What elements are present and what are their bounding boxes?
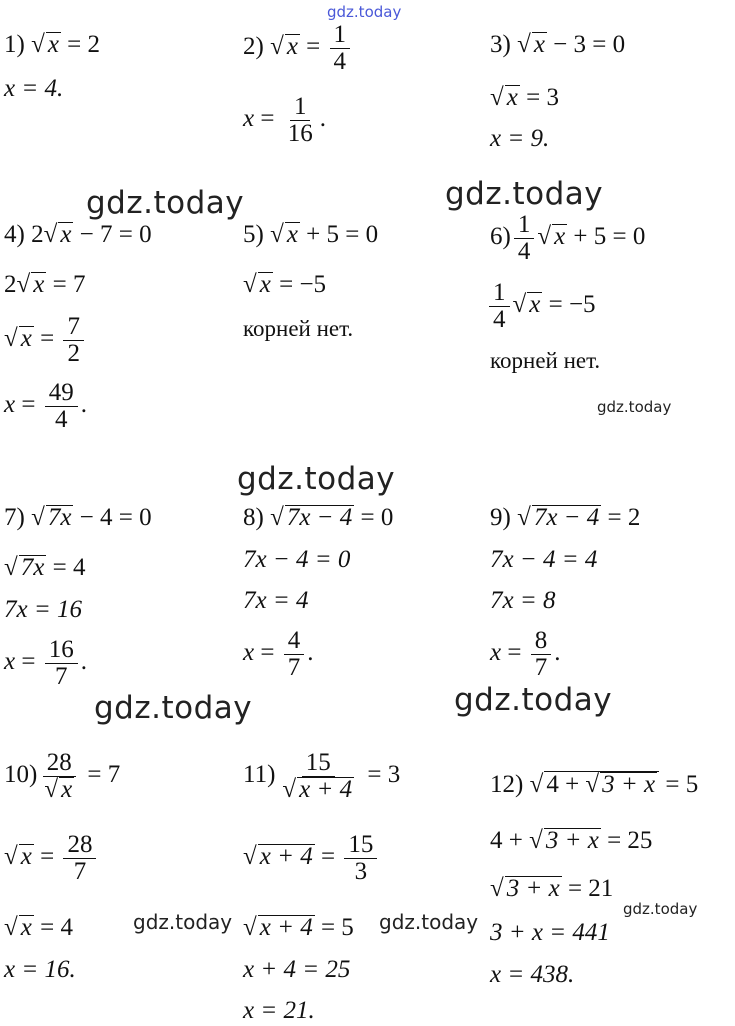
problem-5-step: √ x = −5: [243, 271, 327, 298]
problem-11-step: x + 4 = 25: [243, 956, 351, 983]
problem-6-step: $\frac{1}{4}$ √ x = −5: [486, 280, 596, 333]
problem-4-step: √ x = $\frac{7}{2}$: [4, 314, 87, 367]
problem-12-equation: 12) √ 4 + √ 3 + x = 5: [490, 771, 699, 798]
watermark: gdz.today: [445, 176, 604, 212]
problem-1-answer: x = 4.: [4, 75, 64, 102]
problem-8-step: 7x = 4: [243, 587, 309, 614]
problem-9-answer: x = $\frac{8}{7}$ .: [490, 627, 561, 681]
problem-6-note: корней нет.: [490, 348, 601, 373]
watermark: gdz.today: [86, 185, 245, 221]
problem-7-equation: 7) √ 7x − 4 = 0: [4, 504, 152, 531]
problem-10-step: √ x = $\frac{28}{7}$: [4, 832, 99, 885]
problem-7-step: √ 7x = 4: [4, 554, 86, 581]
watermark: gdz.today: [379, 910, 479, 934]
problem-8-answer: x = $\frac{4}{7}$ .: [243, 627, 314, 681]
watermark-top: gdz.today: [327, 3, 402, 21]
problem-8-step: 7x − 4 = 0: [243, 546, 351, 573]
problem-12-step: 4 + √ 3 + x = 25: [490, 827, 653, 854]
problem-12-answer: x = 438.: [490, 961, 575, 988]
problem-4-answer: x = $\frac{49}{4}$ .: [4, 379, 87, 433]
problem-11-step: √ x + 4 = 5: [243, 914, 354, 941]
problem-4-step: 2√ x = 7: [4, 271, 86, 298]
problem-6-equation: 6) $\frac{1}{4}$ √ x + 5 = 0: [490, 211, 646, 265]
problem-11-equation: 11) $\frac{15}{√ x + 4}$ = 3: [243, 749, 401, 803]
watermark: gdz.today: [597, 398, 672, 416]
watermark: gdz.today: [133, 910, 233, 934]
problem-9-step: 7x − 4 = 4: [490, 546, 598, 573]
problem-2-answer: x = $\frac{1}{16}$ .: [243, 93, 326, 147]
problem-5-equation: 5) √ x + 5 = 0: [243, 221, 379, 248]
watermark: gdz.today: [94, 690, 253, 726]
problem-12-step: 3 + x = 441: [490, 919, 610, 946]
problem-9-step: 7x = 8: [490, 587, 556, 614]
problem-2-equation: 2) √ x = $\frac{1}{4}$: [243, 22, 353, 75]
watermark: gdz.today: [454, 682, 613, 718]
problem-12-step: √ 3 + x = 21: [490, 875, 614, 902]
problem-1-equation: 1) √ x = 2: [4, 31, 101, 58]
problem-10-equation: 10) $\frac{28}{√ x}$ = 7: [4, 749, 121, 803]
problem-7-step: 7x = 16: [4, 596, 82, 623]
watermark: gdz.today: [623, 900, 698, 918]
problem-4-equation: 4) 2√ x − 7 = 0: [4, 221, 152, 248]
watermark: gdz.today: [237, 461, 396, 497]
problem-9-equation: 9) √ 7x − 4 = 2: [490, 504, 641, 531]
problem-10-step: √ x = 4: [4, 914, 73, 941]
problem-8-equation: 8) √ 7x − 4 = 0: [243, 504, 394, 531]
problem-3-equation: 3) √ x − 3 = 0: [490, 31, 626, 58]
problem-11-step: √ x + 4 = $\frac{15}{3}$: [243, 832, 380, 885]
problem-7-answer: x = $\frac{16}{7}$ .: [4, 636, 87, 690]
problem-3-step: √ x = 3: [490, 84, 559, 111]
problem-5-note: корней нет.: [243, 316, 354, 341]
problem-11-answer: x = 21.: [243, 997, 315, 1024]
problem-10-answer: x = 16.: [4, 956, 76, 983]
problem-3-answer: x = 9.: [490, 125, 550, 152]
